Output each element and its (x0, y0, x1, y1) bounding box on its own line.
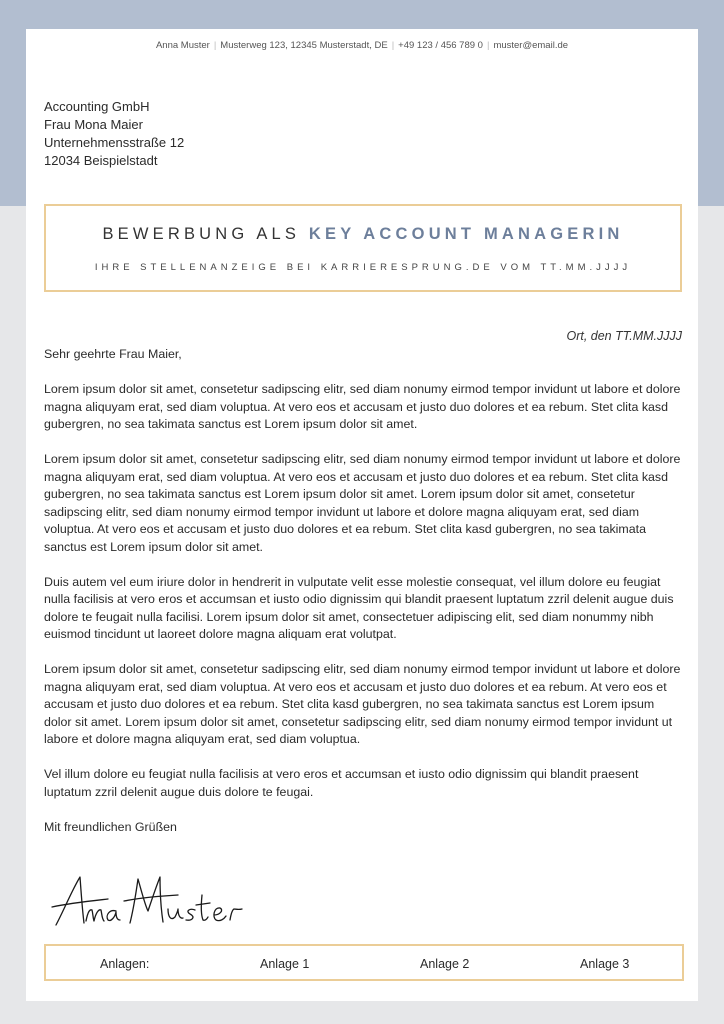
paragraph-3: Duis autem vel eum iriure dolor in hendrerit in vulputate velit esse molestie consequat, vel illum dolore eu feugiat nulla facilisis at vero eros et accumsan et iusto odio dignissim qui blandit praesent luptatum zzril delenit augue duis dolore te feugait nulla facilisi. Lorem ipsum dolor sit amet, consectetuer adipiscing elit, sed diam nonummy nibh euismod tincidunt ut laoreet dolore magna aliquam erat volutpat. (44, 574, 674, 641)
place-date: Ort, den TT.MM.JJJJ (566, 329, 682, 343)
attachment-item-1: Anlage 1 (260, 957, 310, 971)
paragraph-4: Lorem ipsum dolor sit amet, consetetur sadipscing elitr, sed diam nonumy eirmod tempor invidunt ut labore et dolore magna aliquyam erat, sed diam voluptua. At vero eos et accusam et justo duo dolores et ea rebum. At vero eos et accusam et justo duo dolores et ea rebum. Stet clita kasd gubergren, no sea takimata sanctus est Lorem ipsum dolor sit amet. Lorem ipsum dolor sit amet, consetetur sadipscing elitr, sed diam nonumy eirmod tempor invidunt ut labore et dolore magna aliquyam erat, sed diam voluptua. (44, 662, 681, 746)
sender-email: muster@email.de (493, 40, 569, 51)
recipient-person: Frau Mona Maier (44, 117, 143, 132)
recipient-address-block (44, 98, 184, 170)
closing: Mit freundlichen Grüßen (44, 819, 177, 834)
letter-page (26, 29, 698, 1001)
handwritten-signature (50, 865, 270, 935)
recipient-street: Unternehmensstraße 12 (44, 135, 185, 150)
subject-title-prefix: BEWERBUNG ALS (102, 225, 301, 243)
subject-title (46, 225, 680, 244)
paragraph-1: Lorem ipsum dolor sit amet, consetetur sadipscing elitr, sed diam nonumy eirmod tempor invidunt ut labore et dolore magna aliquyam erat, sed diam voluptua. At vero eos et accusam et justo duo dolores et ea rebum. Stet clita kasd gubergren, no sea takimata sanctus est Lorem ipsum dolor sit amet. (44, 382, 681, 431)
recipient-company: Accounting GmbH (44, 99, 150, 114)
subject-title-box (44, 204, 682, 292)
attachment-item-3: Anlage 3 (580, 957, 630, 971)
paragraph-2: Lorem ipsum dolor sit amet, consetetur sadipscing elitr, sed diam nonumy eirmod tempor invidunt ut labore et dolore magna aliquyam erat, sed diam voluptua. At vero eos et accusam et justo duo dolores et ea rebum. Stet clita kasd gubergren, no sea takimata sanctus est Lorem ipsum dolor sit amet. Lorem ipsum dolor sit amet, consetetur sadipscing elitr, sed diam nonumy eirmod tempor invidunt ut labore et dolore magna aliquyam erat, sed diam voluptua. At vero eos et accusam et justo duo dolores et ea rebum. Stet clita kasd gubergren, no sea takimata sanctus est Lorem ipsum dolor sit amet. (44, 452, 681, 554)
sender-contact-line: Anna Muster | Musterweg 123, 12345 Musterstadt, DE | +49 123 / 456 789 0 | muster@email.de (155, 40, 569, 51)
attachments-label: Anlagen: (100, 957, 150, 971)
salutation: Sehr geehrte Frau Maier, (44, 347, 182, 361)
attachment-item-2: Anlage 2 (420, 957, 470, 971)
letter-body (44, 346, 684, 854)
sender-name: Anna Muster (155, 40, 210, 51)
subject-title-position: KEY ACCOUNT MANAGERIN (308, 225, 624, 243)
recipient-city: 12034 Beispielstadt (44, 153, 158, 168)
subject-subtitle: IHRE STELLENANZEIGE BEI KARRIERESPRUNG.DE VOM TT.MM.JJJJ (94, 262, 632, 273)
paragraph-5: Vel illum dolore eu feugiat nulla facilisis at vero eros et accumsan et iusto odio dignissim qui blandit praesent luptatum zzril delenit augue duis dolore te feugai. (44, 767, 639, 799)
sender-phone: +49 123 / 456 789 0 (398, 40, 483, 51)
sender-address: Musterweg 123, 12345 Musterstadt, DE (220, 40, 388, 51)
attachments-box (44, 944, 684, 981)
